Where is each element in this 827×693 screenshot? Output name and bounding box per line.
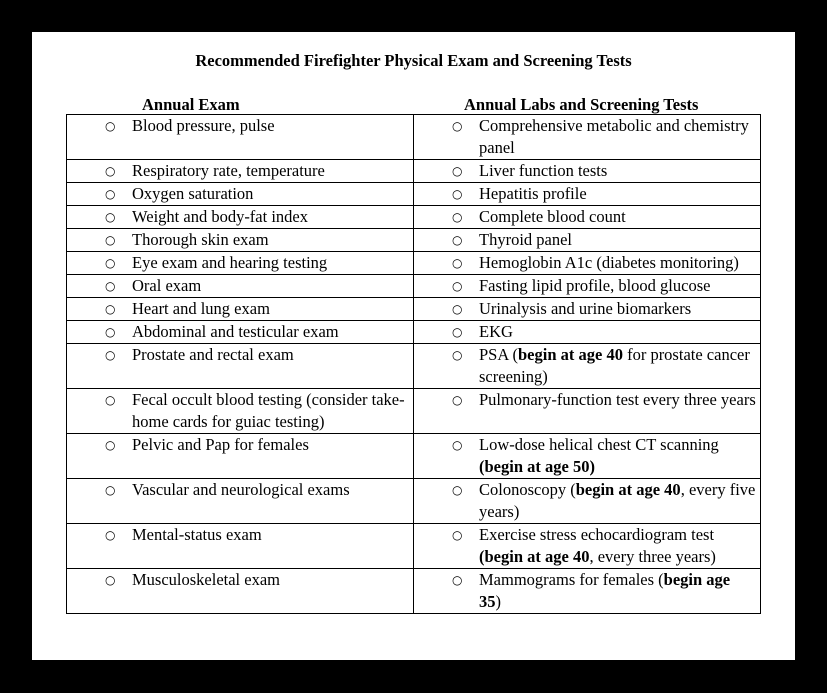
table-row (67, 252, 761, 275)
item-text: , every three years) (589, 547, 716, 566)
list-item (67, 115, 413, 137)
emphasis-text: begin at age 40 (575, 480, 681, 499)
table-row (67, 344, 761, 389)
item-text: , every five years) (479, 480, 756, 521)
circle-bullet-icon: ○ (452, 256, 463, 270)
item-text: Eye exam and hearing testing (132, 253, 328, 272)
item-text: Heart and lung exam (132, 299, 270, 318)
list-item (67, 321, 413, 343)
item-text: Mammograms for females ( (479, 570, 664, 589)
list-item (67, 344, 413, 366)
lab-cell (414, 524, 761, 569)
exam-cell (67, 479, 414, 524)
list-item (414, 252, 760, 274)
lab-cell (414, 389, 761, 434)
circle-bullet-icon: ○ (452, 279, 463, 293)
circle-bullet-icon: ○ (105, 302, 116, 316)
circle-bullet-icon: ○ (452, 164, 463, 178)
item-text: PSA ( (479, 345, 518, 364)
screening-table (66, 114, 761, 614)
list-item (67, 183, 413, 205)
item-text: Weight and body-fat index (132, 207, 308, 226)
emphasis-text: begin at age 40 (517, 345, 623, 364)
item-text: Mental-status exam (132, 525, 262, 544)
item-text: Fasting lipid profile, blood glucose (479, 276, 711, 295)
item-text: Thyroid panel (479, 230, 573, 249)
item-text: Low-dose helical chest CT scanning (479, 435, 719, 454)
list-item (414, 524, 760, 568)
list-item (67, 206, 413, 228)
exam-cell (67, 344, 414, 389)
lab-cell (414, 160, 761, 183)
screening-table-body (67, 115, 761, 614)
list-item (67, 275, 413, 297)
list-item (67, 252, 413, 274)
item-text: Oxygen saturation (132, 184, 254, 203)
circle-bullet-icon: ○ (105, 187, 116, 201)
item-text: Vascular and neurological exams (132, 480, 350, 499)
item-text: Hemoglobin A1c (diabetes monitoring) (479, 253, 739, 272)
lab-cell (414, 434, 761, 479)
table-row (67, 229, 761, 252)
circle-bullet-icon: ○ (105, 483, 116, 497)
circle-bullet-icon: ○ (105, 233, 116, 247)
exam-cell (67, 569, 414, 614)
item-text: Prostate and rectal exam (132, 345, 294, 364)
circle-bullet-icon: ○ (452, 348, 463, 362)
circle-bullet-icon: ○ (452, 187, 463, 201)
item-text: Complete blood count (479, 207, 626, 226)
circle-bullet-icon: ○ (105, 573, 116, 587)
list-item (414, 275, 760, 297)
circle-bullet-icon: ○ (452, 325, 463, 339)
exam-cell (67, 206, 414, 229)
list-item (414, 434, 760, 478)
circle-bullet-icon: ○ (105, 348, 116, 362)
list-item (67, 524, 413, 546)
item-text: EKG (479, 322, 513, 341)
emphasis-text: (begin at age 40 (479, 547, 590, 566)
circle-bullet-icon: ○ (105, 528, 116, 542)
column-header-annual-exam: Annual Exam (142, 95, 240, 114)
exam-cell (67, 229, 414, 252)
item-text: Musculoskeletal exam (132, 570, 281, 589)
exam-cell (67, 321, 414, 344)
circle-bullet-icon: ○ (452, 528, 463, 542)
list-item (414, 206, 760, 228)
circle-bullet-icon: ○ (452, 233, 463, 247)
circle-bullet-icon: ○ (452, 438, 463, 452)
circle-bullet-icon: ○ (452, 393, 463, 407)
circle-bullet-icon: ○ (452, 483, 463, 497)
item-text: Exercise stress echocardiogram test (479, 525, 715, 544)
item-text: Blood pressure, pulse (132, 116, 275, 135)
table-row (67, 298, 761, 321)
lab-cell (414, 229, 761, 252)
circle-bullet-icon: ○ (105, 164, 116, 178)
item-text: Urinalysis and urine biomarkers (479, 299, 692, 318)
table-row (67, 524, 761, 569)
table-row (67, 479, 761, 524)
circle-bullet-icon: ○ (105, 279, 116, 293)
circle-bullet-icon: ○ (452, 302, 463, 316)
item-text: for prostate cancer screening) (479, 345, 750, 386)
table-row (67, 389, 761, 434)
list-item (414, 321, 760, 343)
lab-cell (414, 298, 761, 321)
lab-cell (414, 252, 761, 275)
item-text: Hepatitis profile (479, 184, 587, 203)
exam-cell (67, 252, 414, 275)
table-row (67, 115, 761, 160)
list-item (414, 160, 760, 182)
lab-cell (414, 569, 761, 614)
item-text: Oral exam (132, 276, 202, 295)
circle-bullet-icon: ○ (105, 325, 116, 339)
exam-cell (67, 434, 414, 479)
circle-bullet-icon: ○ (105, 393, 116, 407)
lab-cell (414, 321, 761, 344)
table-row (67, 206, 761, 229)
list-item (414, 344, 760, 388)
lab-cell (414, 479, 761, 524)
list-item (414, 389, 760, 411)
lab-cell (414, 344, 761, 389)
document-title: Recommended Firefighter Physical Exam and Screening Tests (195, 51, 632, 70)
list-item (414, 183, 760, 205)
list-item (67, 298, 413, 320)
item-text: Pelvic and Pap for females (132, 435, 309, 454)
lab-cell (414, 115, 761, 160)
list-item (414, 298, 760, 320)
exam-cell (67, 115, 414, 160)
item-text: Comprehensive metabolic and chemistry panel (479, 116, 749, 157)
emphasis-text: begin age 35 (479, 570, 731, 611)
list-item (67, 229, 413, 251)
list-item (414, 115, 760, 159)
table-row (67, 569, 761, 614)
circle-bullet-icon: ○ (105, 256, 116, 270)
document-page (32, 32, 795, 660)
table-row (67, 321, 761, 344)
list-item (67, 434, 413, 456)
exam-cell (67, 275, 414, 298)
item-text: Fecal occult blood testing (consider take-home cards for guiac testing) (132, 390, 405, 431)
table-row (67, 183, 761, 206)
table-row (67, 275, 761, 298)
exam-cell (67, 183, 414, 206)
list-item (414, 479, 760, 523)
circle-bullet-icon: ○ (452, 119, 463, 133)
list-item (67, 389, 413, 433)
lab-cell (414, 275, 761, 298)
list-item (414, 569, 760, 613)
exam-cell (67, 298, 414, 321)
lab-cell (414, 206, 761, 229)
table-row (67, 160, 761, 183)
exam-cell (67, 389, 414, 434)
table-row (67, 434, 761, 479)
emphasis-text: (begin at age 50) (479, 457, 595, 476)
column-header-annual-labs: Annual Labs and Screening Tests (464, 95, 699, 114)
circle-bullet-icon: ○ (105, 210, 116, 224)
lab-cell (414, 183, 761, 206)
circle-bullet-icon: ○ (452, 573, 463, 587)
circle-bullet-icon: ○ (452, 210, 463, 224)
list-item (67, 569, 413, 591)
exam-cell (67, 160, 414, 183)
item-text: Colonoscopy ( (479, 480, 576, 499)
list-item (414, 229, 760, 251)
item-text: Pulmonary-function test every three years (479, 390, 756, 409)
item-text: Respiratory rate, temperature (132, 161, 325, 180)
item-text: Thorough skin exam (132, 230, 269, 249)
circle-bullet-icon: ○ (105, 438, 116, 452)
exam-cell (67, 524, 414, 569)
list-item (67, 160, 413, 182)
circle-bullet-icon: ○ (105, 119, 116, 133)
list-item (67, 479, 413, 501)
item-text: Liver function tests (479, 161, 608, 180)
item-text: ) (495, 592, 501, 611)
item-text: Abdominal and testicular exam (132, 322, 339, 341)
